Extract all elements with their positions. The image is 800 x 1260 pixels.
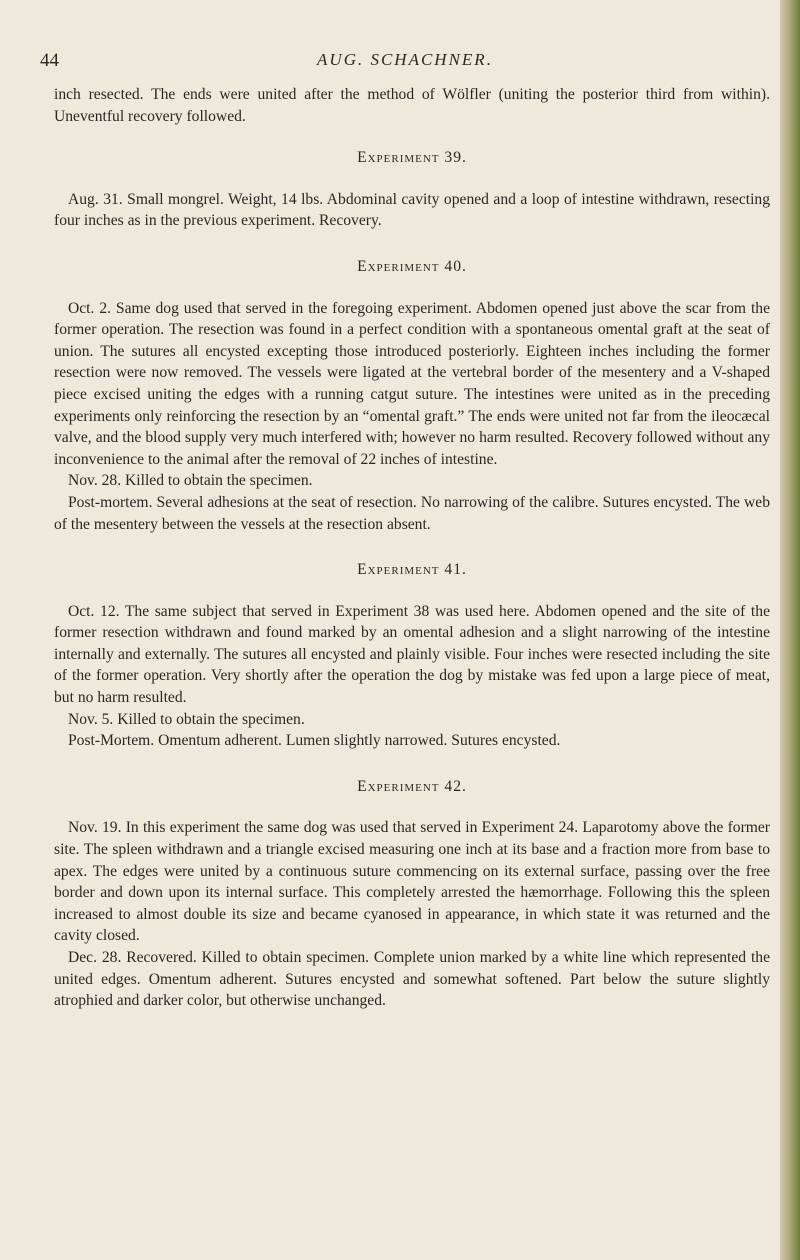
page-edge — [780, 0, 800, 1260]
intro-paragraph: inch resected. The ends were united after the method of Wölfler (uniting the posterior third from within). Uneventful recovery followed. — [54, 86, 770, 125]
paragraph: Aug. 31. Small mongrel. Weight, 14 lbs. Abdominal cavity opened and a loop of intestine withdrawn, resecting four inches as in the previous experiment. Recovery. — [54, 190, 770, 230]
paragraph: Oct. 12. The same subject that served in Experiment 38 was used here. Abdomen opened and the site of the former resection withdrawn and found marked by an omental adhesion and a slight narrowing of the intestine internally and externally. The sutures all encysted and plainly visible. Four inches were resected including the site of the former operation. Very shortly after the operation the dog by mistake was fed upon a large piece of meat, but no harm resulted. — [54, 602, 770, 707]
experiment-39 — [54, 147, 770, 232]
experiment-heading: Experiment 39. — [357, 149, 467, 167]
paragraph: Post-Mortem. Omentum adherent. Lumen slightly narrowed. Sutures encysted. — [68, 732, 561, 750]
body-text — [54, 84, 770, 1012]
experiment-heading: Experiment 40. — [357, 257, 467, 275]
experiment-41 — [54, 559, 770, 752]
experiment-40 — [54, 256, 770, 535]
experiment-heading: Experiment 41. — [357, 561, 467, 579]
paragraph: Dec. 28. Recovered. Killed to obtain specimen. Complete union marked by a white line which represented the united edges. Omentum adherent. Sutures encysted and somewhat softened. Part below the suture slightly atrophied and darker color, but otherwise unchanged. — [54, 949, 770, 1010]
page-header — [40, 50, 770, 74]
experiment-heading: Experiment 42. — [357, 777, 467, 795]
paragraph: Nov. 5. Killed to obtain the specimen. — [68, 710, 305, 728]
running-head: AUG. SCHACHNER. — [317, 50, 493, 69]
experiment-42 — [54, 776, 770, 1012]
paragraph: Nov. 28. Killed to obtain the specimen. — [68, 472, 313, 490]
page-number: 44 — [40, 50, 59, 71]
paragraph: Nov. 19. In this experiment the same dog was used that served in Experiment 24. Laparotomy above the former site. The spleen withdrawn and a triangle excised measuring one inch at its base and a fraction more from base to apex. The edges were united by a continuous suture commencing on its external surface, passing over the free border and down upon its internal surface. This completely arrested the hæmorrhage. Following this the spleen increased to almost double its size and became cyanosed in appearance, in which state it was returned and the cavity closed. — [54, 819, 770, 945]
paragraph: Post-mortem. Several adhesions at the seat of resection. No narrowing of the calibre. Sutures encysted. The web of the mesentery between the vessels at the resection absent. — [54, 493, 770, 533]
paragraph: Oct. 2. Same dog used that served in the foregoing experiment. Abdomen opened just above the scar from the former operation. The resection was found in a perfect condition with a spontaneous omental graft at the seat of union. The sutures all encysted excepting those introduced posteriorly. Eighteen inches including the former resection were now removed. The vessels were ligated at the vertebral border of the mesentery and a V-shaped piece excised uniting the edges with a running catgut suture. The intestines were united as in the preceding experiments only reinforcing the resection by an “omental graft.” The ends were united not far from the ileocæcal valve, and the blood supply very much interfered with; however no harm resulted. Recovery followed without any inconvenience to the animal after the removal of 22 inches of intestine. — [54, 299, 770, 468]
